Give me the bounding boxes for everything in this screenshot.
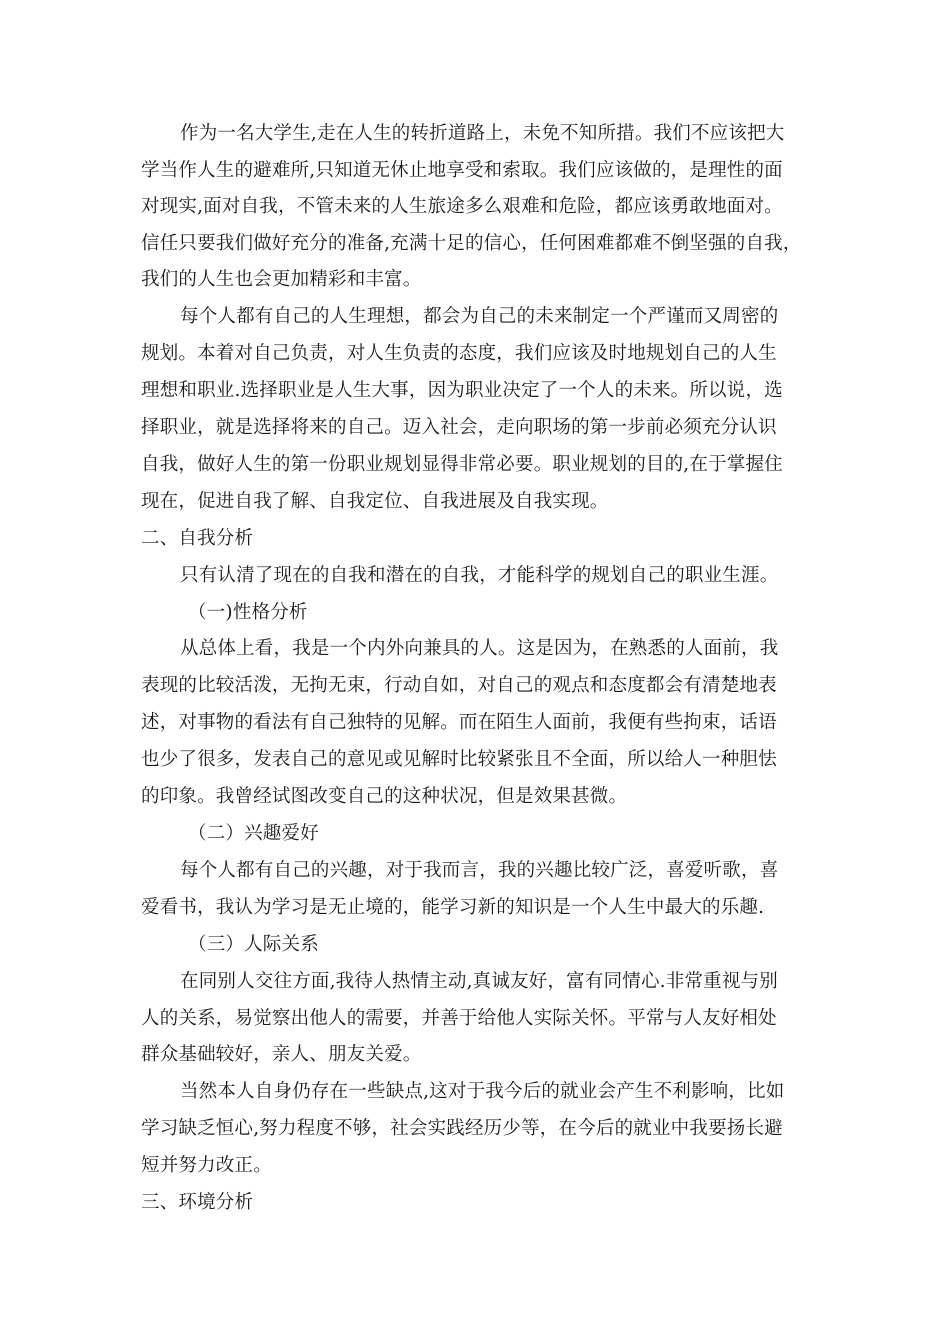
paragraph-line: 择职业，就是选择将来的自己。迈入社会，走向职场的第一步前必须充分认识	[141, 417, 777, 438]
paragraph-line: 当然本人自身仍存在一些缺点,这对于我今后的就业会产生不利影响，比如	[180, 1081, 785, 1102]
section-heading: 二、自我分析	[141, 528, 254, 549]
subsection-heading: （三）人际关系	[188, 934, 319, 955]
paragraph-line: 从总体上看，我是一个内外向兼具的人。这是因为，在熟悉的人面前，我	[180, 638, 779, 659]
paragraph-line: 表现的比较活泼，无拘无束，行动自如，对自己的观点和态度都会有清楚地表	[141, 675, 777, 696]
paragraph-line: 理想和职业.选择职业是人生大事，因为职业决定了一个人的未来。所以说，选	[141, 380, 783, 401]
paragraph-line: 述，对事物的看法有自己独特的见解。而在陌生人面前，我便有些拘束，话语	[141, 712, 777, 733]
paragraph-line: 自我，做好人生的第一份职业规划显得非常必要。职业规划的目的,在于掌握住	[141, 454, 783, 475]
paragraph-line: 规划。本着对自己负责，对人生负责的态度，我们应该及时地规划自己的人生	[141, 343, 777, 364]
paragraph-line: 只有认清了现在的自我和潜在的自我，才能科学的规划自己的职业生涯。	[180, 565, 779, 586]
paragraph-line: 我们的人生也会更加精彩和丰富。	[141, 269, 422, 290]
paragraph-line: 也少了很多，发表自己的意见或见解时比较紧张且不全面，所以给人一种胆怯	[141, 749, 777, 770]
paragraph-line: 爱看书，我认为学习是无止境的，能学习新的知识是一个人生中最大的乐趣.	[141, 897, 765, 918]
paragraph-line: 人的关系，易觉察出他人的需要，并善于给他人实际关怀。平常与人友好相处	[141, 1008, 777, 1029]
section-heading: 三、环境分析	[141, 1192, 254, 1213]
paragraph-line: 每个人都有自己的人生理想，都会为自己的未来制定一个严谨而又周密的	[180, 306, 779, 327]
paragraph-line: 现在，促进自我了解、自我定位、自我进展及自我实现。	[141, 491, 609, 512]
paragraph-line: 在同别人交往方面,我待人热情主动,真诚友好，富有同情心.非常重视与别	[180, 971, 778, 992]
paragraph-line: 对现实,面对自我，不管未来的人生旅途多么艰难和危险，都应该勇敢地面对。	[141, 196, 783, 217]
paragraph-line: 每个人都有自己的兴趣，对于我而言，我的兴趣比较广泛，喜爱听歌，喜	[180, 860, 779, 881]
subsection-heading: （一)性格分析	[188, 602, 308, 623]
paragraph-line: 短并努力改正。	[141, 1155, 272, 1176]
paragraph-line: 学习缺乏恒心,努力程度不够，社会实践经历少等，在今后的就业中我要扬长避	[141, 1118, 783, 1139]
paragraph-line: 学当作人生的避难所,只知道无休止地享受和索取。我们应该做的，是理性的面	[141, 160, 783, 181]
paragraph-line: 群众基础较好，亲人、朋友关爱。	[141, 1044, 422, 1065]
paragraph-line: 信任只要我们做好充分的准备,充满十足的信心，任何困难都难不倒坚强的自我，	[141, 233, 802, 254]
paragraph-line: 的印象。我曾经试图改变自己的这种状况，但是效果甚微。	[141, 786, 628, 807]
paragraph-line: 作为一名大学生,走在人生的转折道路上，未免不知所措。我们不应该把大	[180, 123, 785, 144]
subsection-heading: （二）兴趣爱好	[188, 823, 319, 844]
